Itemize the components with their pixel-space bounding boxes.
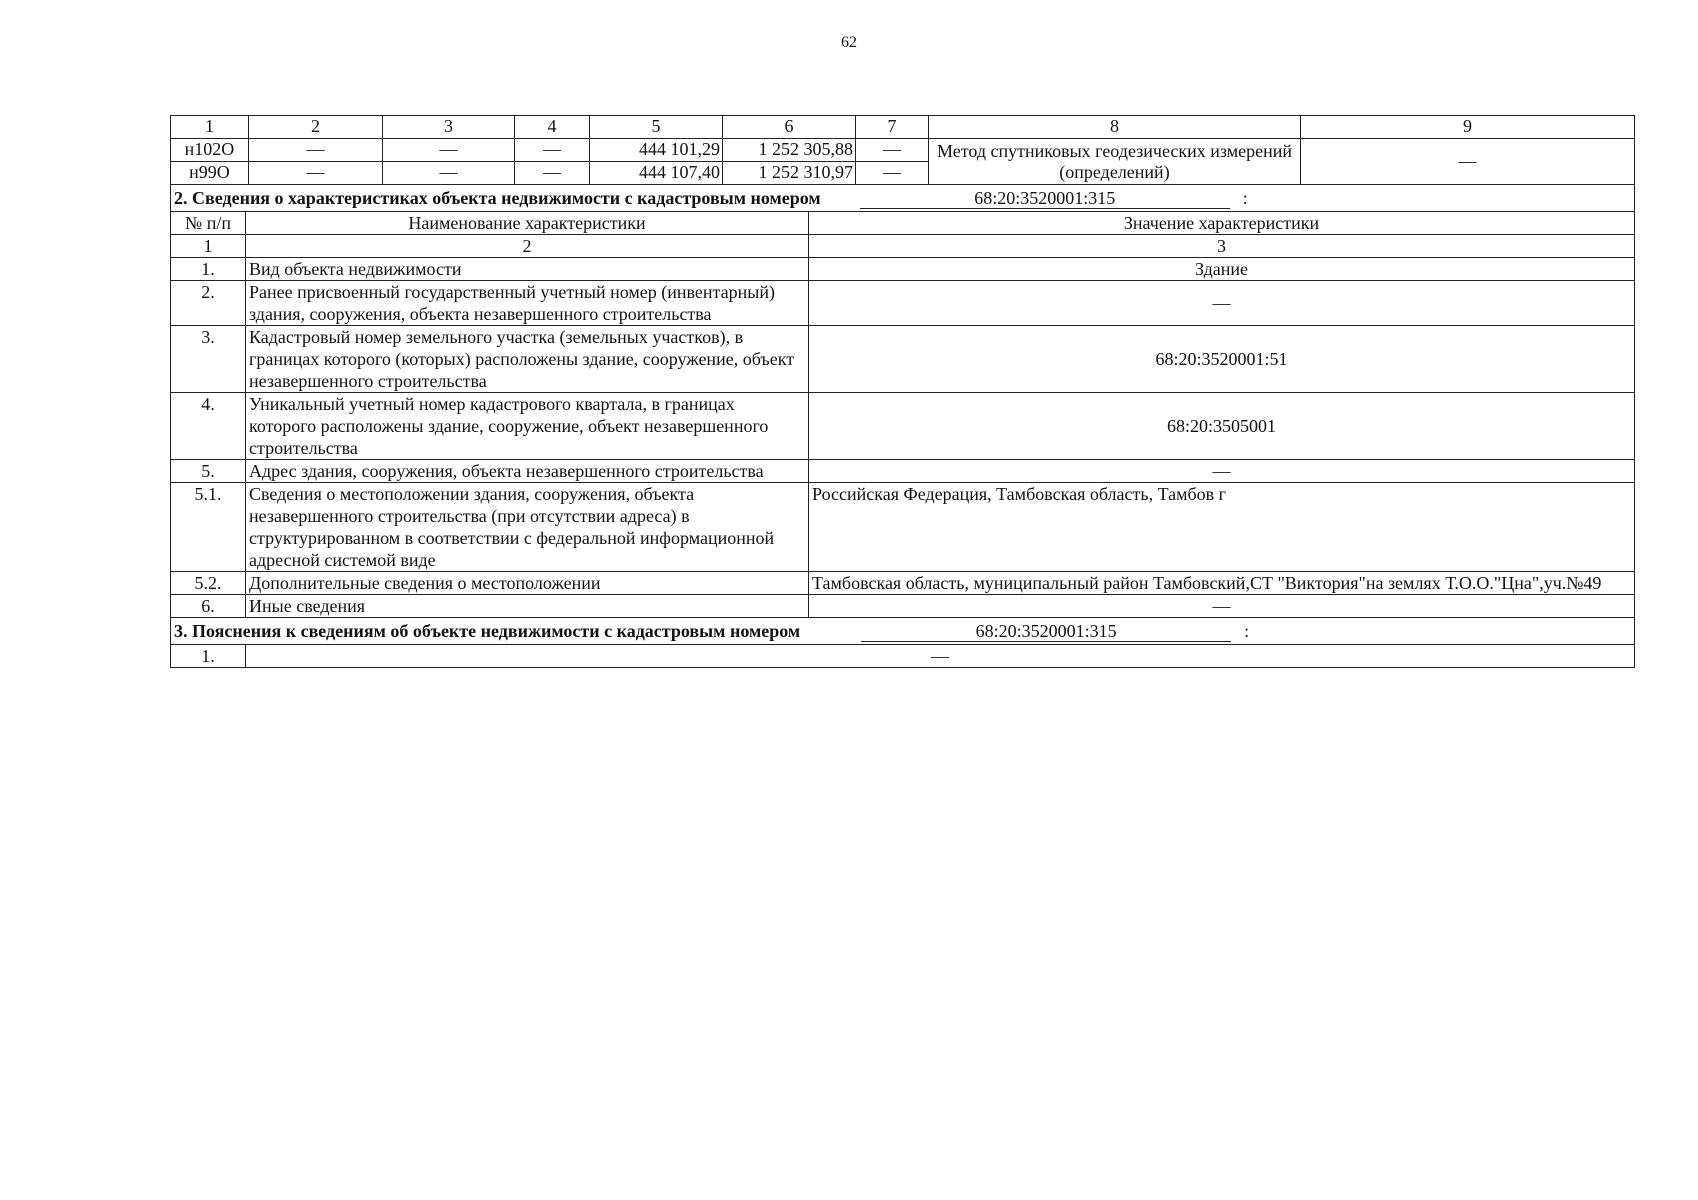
measurement-method: Метод спутниковых геодезических измерений (определений) [929,139,1301,185]
col-header: 7 [856,116,929,139]
section-3-cadastral-number: 68:20:3520001:315 [861,621,1231,642]
col-header: 2 [249,116,383,139]
characteristic-value: Российская Федерация, Тамбовская область, Тамбов г [809,482,1635,571]
characteristic-value: 68:20:3520001:51 [809,325,1635,392]
characteristic-name: Адрес здания, сооружения, объекта незавершенного строительства [246,459,809,482]
explanation-value: — [246,644,1635,667]
table-row [171,392,1635,459]
section-2-cadastral-number: 68:20:3520001:315 [860,188,1230,209]
section-3-colon: : [1244,620,1250,641]
characteristic-value: 68:20:3505001 [809,392,1635,459]
table-row [171,571,1635,594]
col-header: 5 [590,116,723,139]
cell-dash: — [1301,139,1635,185]
characteristics-header-row [171,211,1635,234]
table-row [171,257,1635,280]
row-number: 4. [171,392,246,459]
characteristic-value: Здание [809,257,1635,280]
section-2-header [171,184,1635,211]
table-row [171,325,1635,392]
col-header: 3 [383,116,515,139]
row-number: 3. [171,325,246,392]
cadastral-sheet [170,115,1634,668]
characteristic-name: Сведения о местоположении здания, сооружения, объекта незавершенного строительства (при отсутствии адреса) в структурированном в соответствии с федеральной информационной адресной системой виде [246,482,809,571]
point-name: н99О [171,162,249,185]
section-2-colon: : [1242,187,1248,208]
col-header: 4 [515,116,590,139]
characteristics-table [170,184,1635,668]
col-header: 9 [1301,116,1635,139]
col-index: 1 [171,234,246,257]
point-name: н102О [171,139,249,162]
table-row [171,139,1635,162]
row-number: 1. [171,257,246,280]
cell-dash: — [249,139,383,162]
characteristic-value: Тамбовская область, муниципальный район Тамбовский,СТ "Виктория"на землях Т.О.О."Цна",уч.№49 [809,571,1635,594]
cell-dash: — [383,162,515,185]
characteristic-name: Кадастровый номер земельного участка (земельных участков), в границах которого (которых) расположены здание, сооружение, объект незавершенного строительства [246,325,809,392]
cell-dash: — [249,162,383,185]
coord-x: 444 107,40 [590,162,723,185]
section-3-header [171,617,1635,644]
section-2-title: 2. Сведения о характеристиках объекта недвижимости с кадастровым номером [174,187,821,208]
col-header: 6 [723,116,856,139]
table-row [171,644,1635,667]
table-row [171,280,1635,325]
characteristic-name: Дополнительные сведения о местоположении [246,571,809,594]
coordinates-header-row [171,116,1635,139]
row-number: 6. [171,594,246,617]
coordinates-table [170,115,1635,185]
col-index: 3 [809,234,1635,257]
cell-dash: — [856,139,929,162]
table-row [171,594,1635,617]
page-number: 62 [841,34,857,51]
row-number: 5.2. [171,571,246,594]
row-number: 5.1. [171,482,246,571]
coord-y: 1 252 310,97 [723,162,856,185]
row-number: 1. [171,644,246,667]
characteristic-name: Вид объекта недвижимости [246,257,809,280]
coord-x: 444 101,29 [590,139,723,162]
col-header-number: № п/п [171,211,246,234]
cell-dash: — [383,139,515,162]
coord-y: 1 252 305,88 [723,139,856,162]
characteristic-value: — [809,594,1635,617]
characteristic-name: Ранее присвоенный государственный учетный номер (инвентарный) здания, сооружения, объекта незавершенного строительства [246,280,809,325]
col-index: 2 [246,234,809,257]
cell-dash: — [515,139,590,162]
cell-dash: — [515,162,590,185]
col-header-value: Значение характеристики [809,211,1635,234]
col-header: 8 [929,116,1301,139]
table-row [171,459,1635,482]
characteristics-index-row [171,234,1635,257]
characteristic-value: — [809,459,1635,482]
characteristic-name: Уникальный учетный номер кадастрового квартала, в границах которого расположены здание, сооружение, объект незавершенного строительства [246,392,809,459]
section-3-title: 3. Пояснения к сведениям об объекте недвижимости с кадастровым номером [174,620,801,641]
row-number: 2. [171,280,246,325]
table-row [171,482,1635,571]
col-header-name: Наименование характеристики [246,211,809,234]
row-number: 5. [171,459,246,482]
characteristic-value: — [809,280,1635,325]
characteristic-name: Иные сведения [246,594,809,617]
cell-dash: — [856,162,929,185]
col-header: 1 [171,116,249,139]
